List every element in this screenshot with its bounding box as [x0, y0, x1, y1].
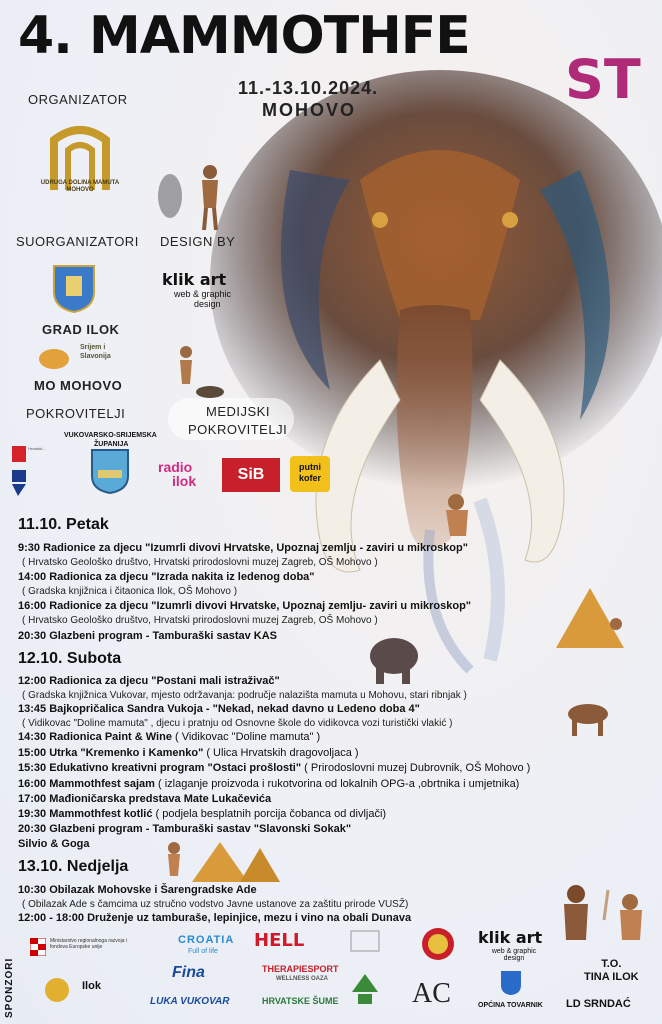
srijem-logo-line2: Slavonija — [80, 353, 111, 360]
day1-event-3-sub: ( Hrvatsko Geološko društvo, Hrvatski prirodoslovni muzej Zagreb, OŠ Mohovo ) — [22, 615, 378, 626]
festival-place: MOHOVO — [262, 100, 357, 120]
day1-event-4: 20:30 Glazbeni program - Tamburaški sastav KAS — [18, 630, 278, 642]
ilok-sponsor-logo: Ilok — [82, 980, 101, 992]
day1-event-1-sub: ( Hrvatsko Geološko društvo, Hrvatski prirodoslovni muzej Zagreb, OŠ Mohovo ) — [22, 557, 378, 568]
srijem-logo-line1: Srijem i — [80, 344, 106, 351]
therapie-sponsor-logo: THERAPIESPORT — [262, 964, 339, 974]
day2-title: 12.10. Subota — [18, 650, 122, 667]
caveman-resting-icon — [420, 488, 500, 548]
day2-line-12: Silvio & Goga — [18, 838, 90, 850]
sponsori-label: SPONZORI — [4, 957, 15, 1018]
design-line2: design — [194, 299, 221, 309]
festival-title: 4. MAMMOTHFE — [18, 6, 470, 66]
opcina-tovarnik-crest-icon — [500, 970, 522, 996]
organizer-logo-text: UDRUGA DOLINA MAMUTA MOHOVO — [40, 180, 120, 193]
organizator-label: ORGANIZATOR — [28, 92, 128, 107]
horse-icon — [560, 694, 620, 738]
vukovarsko-label-2: ŽUPANIJA — [94, 441, 129, 448]
day2-line-5: 14:30 Radionica Paint & Wine ( Vidikovac "Doline mamuta" ) — [18, 731, 321, 743]
ministry-small-text: Hrvatski... — [28, 446, 46, 451]
day3-line-3: 12:00 - 18:00 Druženje uz tamburaše, lepinjice, mezu i vino na obali Dunava — [18, 912, 412, 924]
putni-kofer-logo — [290, 456, 330, 492]
to-name: TINA ILOK — [584, 971, 639, 983]
croatia-ministry-logo-icon — [12, 446, 26, 496]
day2-line-4: ( Vidikovac "Doline mamuta" , djecu i pratnju od Osnovne škole do vidikovca vozi turistički vlakić ) — [22, 718, 453, 729]
day2-line-1: 12:00 Radionica za djecu "Postani mali istraživač" — [18, 675, 280, 687]
vukovarsko-crest-icon — [90, 448, 130, 494]
caveman-figure-icon — [168, 342, 228, 402]
stamp-logo-icon — [350, 930, 380, 952]
design-line1: web & graphic — [174, 289, 232, 299]
ac-logo-icon — [408, 972, 458, 1012]
grad-ilok-label: GRAD ILOK — [42, 322, 120, 337]
luka-vukovar-sponsor-logo: LUKA VUKOVAR — [150, 996, 230, 1007]
day1-title: 11.10. Petak — [18, 516, 109, 533]
hrvatske-sume-sponsor-logo: HRVATSKE ŠUME — [262, 996, 339, 1006]
svg-text:AC: AC — [412, 978, 451, 1009]
to-label: T.O. — [601, 958, 622, 970]
ministry-sponsor-text: Ministarstvo regionalnoga razvoja i fondova Europske unije — [50, 938, 127, 950]
day3-line-1: 10:30 Obilazak Mohovske i Šarengradske Ade — [18, 884, 257, 896]
design-by-label: DESIGN BY — [160, 234, 236, 249]
day1-event-2-sub: ( Gradska knjižnica i čitaonica Ilok, OŠ Mohovo ) — [22, 586, 238, 597]
croatia-coat-of-arms-icon — [30, 938, 46, 956]
opcina-tovarnik-label: OPĆINA TOVARNIK — [478, 1002, 543, 1009]
festival-dates: 11.-13.10.2024. — [238, 78, 379, 98]
pokrovitelji-label: POKROVITELJI — [26, 406, 126, 421]
klik-sponsor-logo: klik art — [478, 928, 543, 947]
day2-line-7: 15:30 Edukativno kreativni program "Ostaci prošlosti" ( Prirodoslovni muzej Dubrovnik, OŠ Mohovo ) — [18, 762, 531, 774]
croatia-sponsor-logo: CROATIA — [178, 934, 235, 946]
festival-title-suffix: ST — [565, 48, 641, 111]
design-logo — [162, 270, 231, 309]
fina-sponsor-logo: Fina — [172, 964, 205, 981]
putni-kofer-line1: putni — [299, 462, 321, 472]
radio-ilok-line1: radio — [158, 459, 193, 475]
ld-srndac-label: LD SRNDAĆ — [566, 998, 631, 1010]
suorganizatori-label: SUORGANIZATORI — [16, 234, 139, 249]
cavemen-fire-icon — [556, 880, 656, 950]
klik-sponsor-sub: web & graphic design — [491, 948, 537, 962]
day1-event-1: 9:30 Radionice za djecu "Izumrli divovi Hrvatske, Upoznaj zemlju - zaviri u mikroskop" — [18, 542, 468, 554]
day3-line-2: ( Obilazak Ade s čamcima uz stručno vodstvo Javne ustanove za zaštitu prirode VUSŽ) — [22, 899, 409, 910]
round-seal-logo-icon — [420, 926, 456, 962]
mo-mohovo-logo-icon — [38, 348, 70, 370]
putni-kofer-line2: kofer — [298, 473, 321, 483]
day3-title: 13.10. Nedjelja — [18, 858, 129, 875]
radio-ilok-logo — [158, 460, 196, 488]
day2-line-9: 17:00 Mađioničarska predstava Mate Lukačevića — [18, 793, 272, 805]
camp-scene-icon — [160, 836, 290, 886]
day2-line-3: 13:45 Bajkopričalica Sandra Vukoja - "Nekad, nekad davno u Ledeno doba 4" — [18, 703, 420, 715]
grad-ilok-crest-icon — [52, 262, 96, 314]
mammoth-small-icon — [362, 632, 426, 688]
ilok-wine-logo-icon — [44, 976, 70, 1004]
radio-ilok-line2: ilok — [172, 473, 197, 489]
day2-line-10: 19:30 Mammothfest kotlić ( podjela besplatnih porcija čobanca od divljači) — [18, 808, 387, 820]
to-tina-ilok — [584, 958, 639, 984]
organizer-logo-icon — [40, 120, 120, 220]
day2-line-6: 15:00 Utrka "Kremenko i Kamenko" ( Ulica Hrvatskih dragovoljaca ) — [18, 747, 359, 759]
croatia-sponsor-sub: Full of life — [188, 948, 218, 955]
tent-icon — [550, 584, 630, 654]
cave-figure-icon — [150, 156, 240, 236]
day1-event-2: 14:00 Radionica za djecu "Izrada nakita iz ledenog doba" — [18, 571, 315, 583]
vukovarsko-label-1: VUKOVARSKO-SRIJEMSKA — [64, 432, 157, 439]
kom-ilok-logo-icon — [350, 972, 380, 1012]
day1-event-3: 16:00 Radionice za djecu "Izumrli divovi Hrvatske, Upoznaj zemlju- zaviri u mikroskop" — [18, 600, 472, 612]
medijski-label-1: MEDIJSKI — [206, 404, 270, 419]
design-name: klik art — [162, 270, 227, 289]
sib-logo: SiB — [222, 458, 280, 492]
therapie-sponsor-sub: WELLNESS OAZA — [276, 976, 328, 982]
hell-sponsor-logo: HELL — [254, 930, 305, 951]
day2-line-8: 16:00 Mammothfest sajam ( izlaganje proizvoda i rukotvorina od lokalnih OPG-a ,obrtnika i umjetnika) — [18, 778, 520, 790]
mo-mohovo-label: MO MOHOVO — [34, 378, 123, 393]
day2-line-2: ( Gradska knjižnica Vukovar, mjesto održavanja: područje nalazišta mamuta u Mohovu, stari ribnjak ) — [22, 690, 467, 701]
medijski-label-2: POKROVITELJI — [188, 422, 288, 437]
day2-line-11: 20:30 Glazbeni program - Tamburaški sastav "Slavonski Sokak" — [18, 823, 352, 835]
